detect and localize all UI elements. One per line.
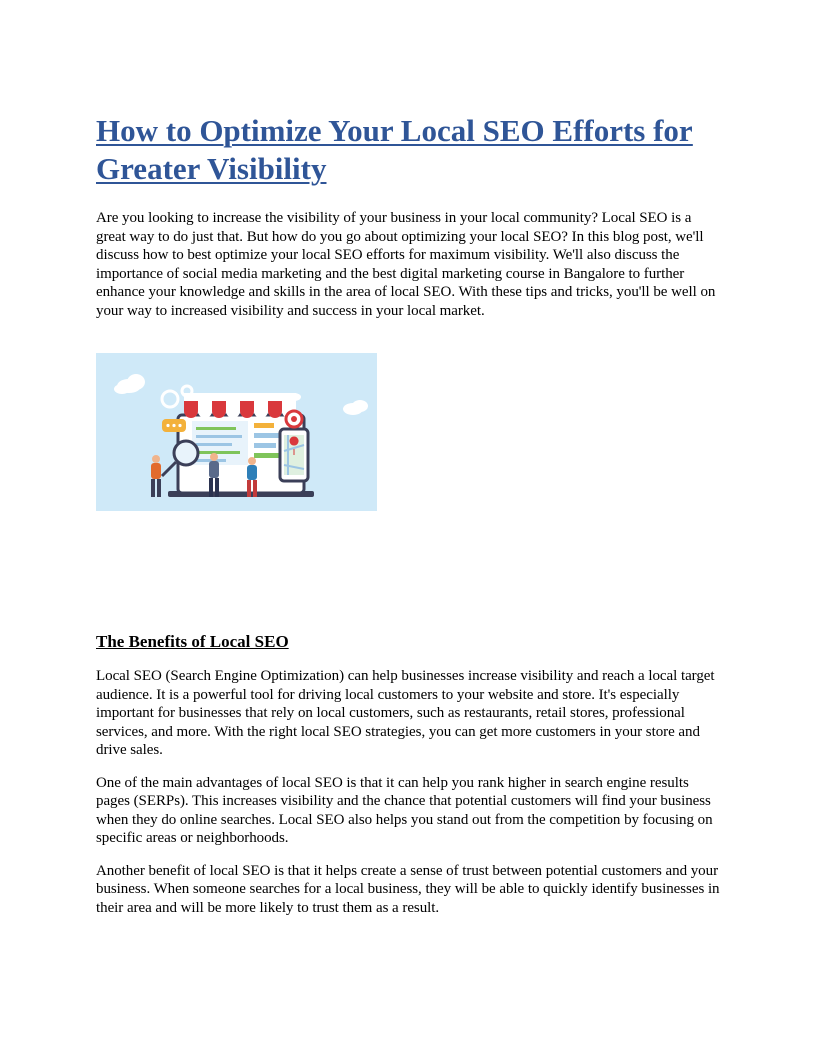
document-page (96, 112, 720, 917)
section-paragraph-3: Another benefit of local SEO is that it helps create a sense of trust between potential customers and your business. When someone searches for a local business, they will be able to quickly identify businesses in their area and will be more likely to trust them as a result. (96, 862, 720, 916)
section-paragraph-1: Local SEO (Search Engine Optimization) can help businesses increase visibility and reach a local target audience. It is a powerful tool for driving local customers to your website and store. It's especially important for businesses that rely on local customers, such as restaurants, retail stores, professional services, and more. With the right local SEO strategies, you can get more customers in your store and drive sales. (96, 668, 715, 758)
article-title-link[interactable] (96, 112, 720, 188)
article-title-text[interactable]: How to Optimize Your Local SEO Efforts for Greater Visibility (96, 113, 693, 186)
section-paragraph-2: One of the main advantages of local SEO is that it can help you rank higher in search engine results pages (SERPs). This increases visibility and the chance that potential customers will find your business when they do online searches. Local SEO also helps you stand out from the competition by focusing on specific areas or neighborhoods. (96, 774, 713, 846)
local-seo-storefront-illustration-icon (96, 353, 377, 511)
section-heading: The Benefits of Local SEO (96, 632, 289, 651)
hero-image (96, 353, 377, 511)
intro-paragraph: Are you looking to increase the visibility of your business in your local community? Local SEO is a great way to do just that. But how do you go about optimizing your local SEO? In this blog post, we'll discuss how to best optimize your local SEO efforts for maximum visibility. We'll also discuss the importance of social media marketing and the best digital marketing course in Bangalore to further enhance your knowledge and skills in the area of local SEO. With these tips and tricks, you'll be well on your way to increased visibility and success in your local market. (96, 210, 716, 319)
